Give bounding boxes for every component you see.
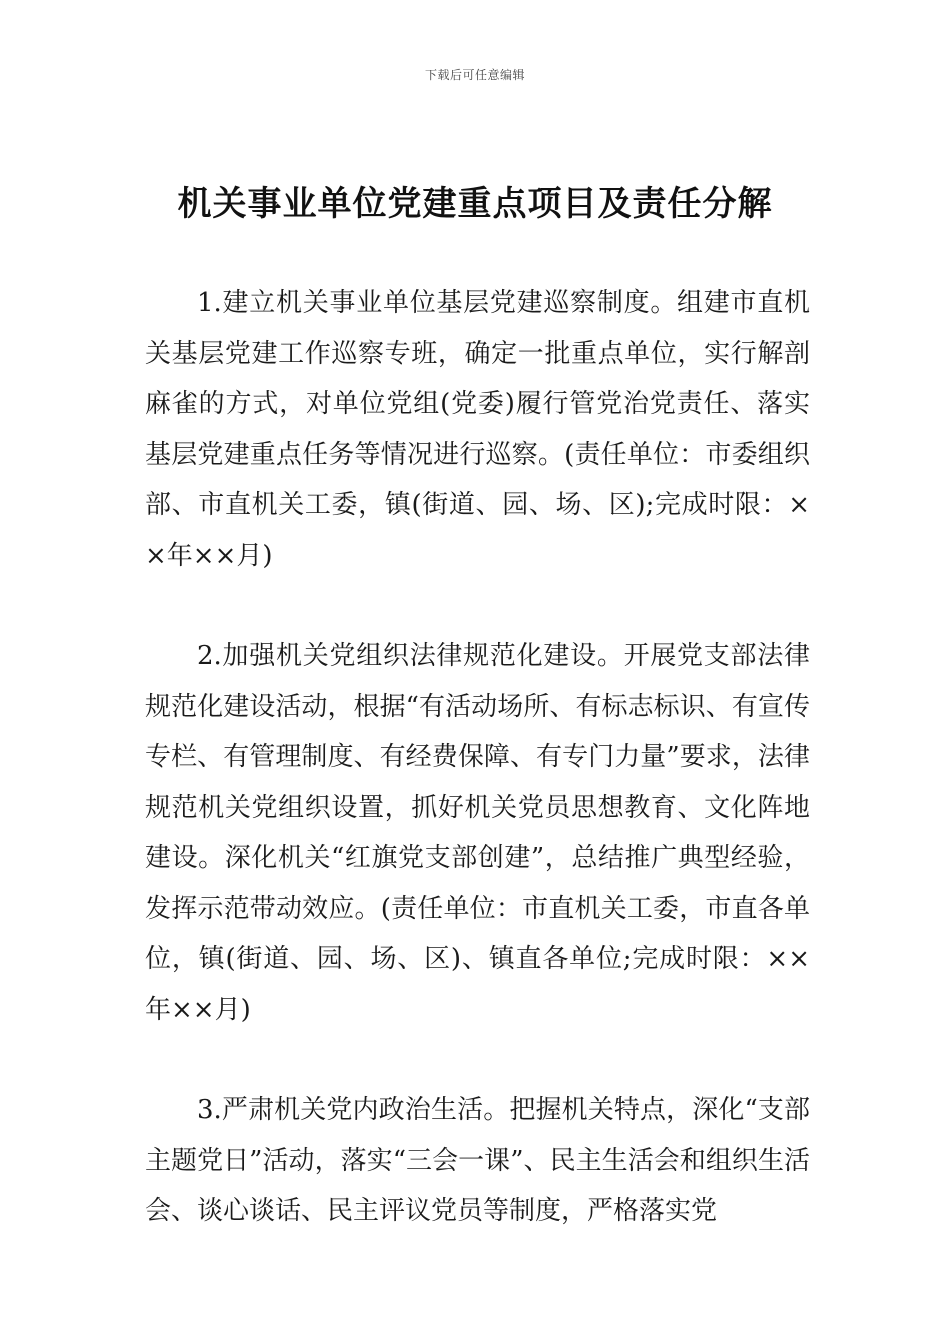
document-body <box>145 278 810 1287</box>
paragraph-2: 2.加强机关党组织法律规范化建设。开展党支部法律规范化建设活动，根据“有活动场所、有标志标识、有宣传专栏、有管理制度、有经费保障、有专门力量”要求，法律规范机关党组织设置，抓好机关党员思想教育、文化阵地建设。深化机关“红旗党支部创建”，总结推广典型经验，发挥示范带动效应。(责任单位：市直机关工委，市直各单位，镇(街道、园、场、区)、镇直各单位;完成时限：××年××月) <box>145 641 810 1025</box>
paragraph-1: 1.建立机关事业单位基层党建巡察制度。组建市直机关基层党建工作巡察专班，确定一批重点单位，实行解剖麻雀的方式，对单位党组(党委)履行管党治党责任、落实基层党建重点任务等情况进行巡察。(责任单位：市委组织部、市直机关工委，镇(街道、园、场、区);完成时限：××年××月) <box>145 288 810 571</box>
paragraph-3: 3.严肃机关党内政治生活。把握机关特点，深化“支部主题党日”活动，落实“三会一课”、民主生活会和组织生活会、谈心谈话、民主评议党员等制度，严格落实党 <box>145 1095 810 1226</box>
document-title: 机关事业单位党建重点项目及责任分解 <box>177 184 773 224</box>
header-note: 下载后可任意编辑 <box>424 68 525 82</box>
